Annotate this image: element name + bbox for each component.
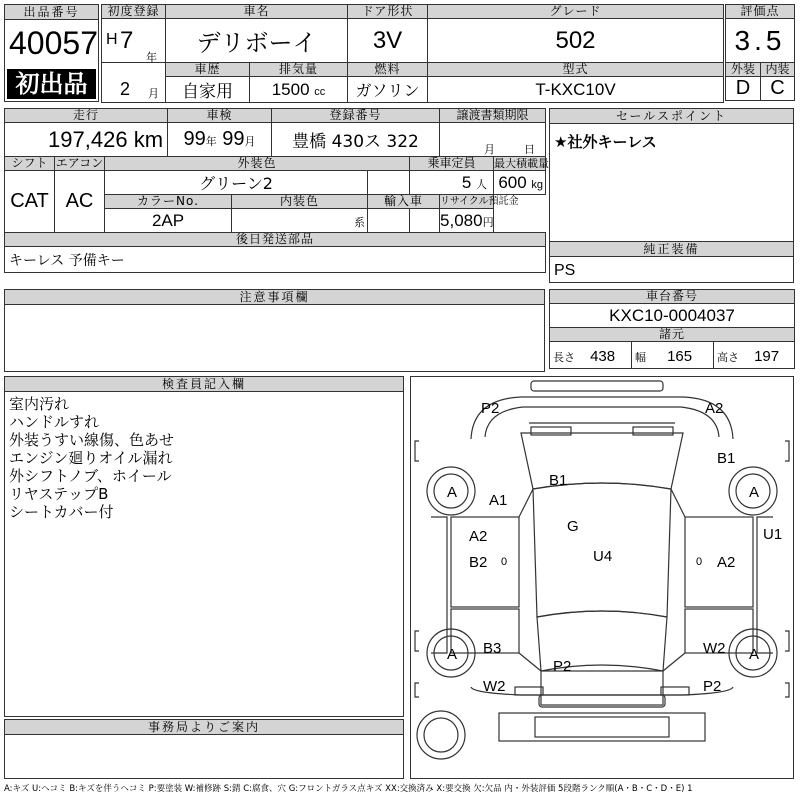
office-box (4, 719, 404, 779)
mileage-label: 走行 (5, 109, 168, 123)
mileage: 197,426 km (5, 123, 168, 157)
exterior-color: グリーン2 (105, 171, 368, 195)
mark-p2-bottom: P2 (553, 658, 572, 675)
shift-label: シフト (5, 157, 55, 171)
chassis-label: 車台番号 (550, 290, 795, 304)
mark-p2-rear-right: P2 (703, 678, 722, 695)
later-parts: キーレス 予備キー (5, 247, 546, 273)
exterior-grade: D (726, 77, 761, 101)
inspector-label: 検査員記入欄 (5, 377, 403, 392)
mark-b1-right: B1 (717, 450, 736, 467)
history-label: 車歴 (166, 63, 250, 77)
mark-u1: U1 (763, 526, 783, 543)
sales-points-text: ★社外キーレス (554, 133, 657, 151)
damage-legend: A:キズ U:ヘコミ B:キズを伴うヘコミ P:要塗装 W:補修跡 S:錆 C:腐食、穴 G:フロントガラス点キズ XX:交換済み X:要交換 欠:欠品 内・外装評価 5段階ランク順(A・B・C・D・E) 1 (4, 784, 693, 794)
mark-a1: A1 (489, 492, 508, 509)
shift: CAT (5, 171, 55, 233)
first-listing-badge: 初出品 (7, 69, 96, 99)
inspection: 99年 99月 (168, 123, 272, 157)
color-label: 外装色 (105, 157, 410, 171)
note-line: 外シフトノブ、ホイール (9, 467, 172, 485)
car-name: デリボーイ (166, 19, 348, 63)
car-name-label: 車名 (166, 5, 348, 19)
later-parts-label: 後日発送部品 (5, 233, 546, 247)
mark-zero-left: 0 (501, 556, 508, 568)
import-label: 輸入車 (368, 195, 440, 209)
windshield-shape (521, 433, 683, 489)
note-line: 外装うすい線傷、色あせ (9, 431, 175, 449)
recycle-fee: 5,080円 (440, 209, 494, 233)
import-flag (368, 209, 410, 233)
sales-points-box (549, 108, 794, 242)
chassis-table (549, 289, 795, 369)
mark-b2-left: B2 (469, 554, 488, 571)
details-table (4, 108, 550, 273)
model-label: 型式 (428, 63, 724, 77)
score-label: 評価点 (726, 5, 795, 19)
length: 長さ 438 (550, 342, 632, 369)
capacity-label: 乗車定員 (410, 157, 494, 171)
transfer-label: 譲渡書類期限 (440, 109, 546, 123)
score-table (725, 4, 795, 101)
transfer-date: 月 日 (440, 123, 546, 157)
note-line: 室内汚れ (9, 395, 70, 413)
mark-a2-left: A2 (469, 528, 488, 545)
grade: 502 (428, 19, 724, 63)
lot-box (4, 4, 99, 102)
mark-a-front-left: A (447, 484, 458, 501)
mark-a2-right: A2 (717, 554, 736, 571)
note-line: シートカバー付 (9, 503, 114, 521)
exterior-label: 外装 (726, 63, 761, 77)
displacement-label: 排気量 (250, 63, 348, 77)
ac: AC (55, 171, 105, 233)
mark-b1-roof: B1 (549, 472, 568, 489)
chassis-number: KXC10-0004037 (550, 304, 795, 328)
max-load: 600 kg (494, 171, 546, 195)
history: 自家用 (166, 77, 250, 103)
front-bumper-shape (531, 381, 663, 391)
fuel-label: 燃料 (348, 63, 428, 77)
load-label: 最大積載量 (494, 157, 550, 170)
office-label: 事務局よりご案内 (5, 720, 403, 735)
width: 幅 165 (632, 342, 714, 369)
genuine-equipment-label: 純正装備 (550, 242, 793, 257)
color-no-label: カラーNo. (105, 195, 232, 209)
height: 高さ 197 (714, 342, 795, 369)
recycle-label: リサイクル預託金 (440, 196, 519, 207)
note-line: ハンドルすれ (9, 413, 100, 431)
mark-p2-front-left: P2 (481, 400, 500, 417)
first-reg-label: 初度登録 (102, 5, 166, 19)
grade-label: グレード (428, 5, 724, 19)
fuel: ガソリン (348, 77, 428, 103)
first-reg-month: 2 月 (102, 77, 166, 103)
car-diagram (411, 377, 793, 778)
genuine-equipment-text: PS (554, 262, 576, 279)
mark-a2-front-right: A2 (705, 400, 724, 417)
mark-a-rear-right: A (749, 646, 760, 663)
mark-u4: U4 (593, 548, 613, 565)
interior-label: 内装 (761, 63, 795, 77)
header-table (101, 4, 724, 103)
mark-zero-right: 0 (696, 556, 703, 568)
mark-a-front-right: A (749, 484, 760, 501)
model: T-KXC10V (428, 77, 724, 103)
interior-color-label: 内装色 (232, 195, 368, 209)
plate-label: 登録番号 (272, 109, 440, 123)
door-label: ドア形状 (348, 5, 428, 19)
color-no: 2AP (105, 209, 232, 233)
ac-label: エアコン (55, 156, 104, 170)
note-line: エンジン廻りオイル漏れ (9, 449, 173, 467)
mark-w2-right: W2 (703, 640, 726, 657)
lot-label: 出品番号 (5, 5, 98, 20)
rear-outline (471, 687, 733, 695)
caution-box (4, 289, 545, 372)
inspector-box (4, 376, 404, 717)
interior-grade: C (761, 77, 795, 101)
capacity: 5 人 (410, 171, 494, 195)
caution-label: 注意事項欄 (5, 290, 544, 305)
note-line: リヤステップB (9, 485, 109, 503)
door-type: 3V (348, 19, 428, 63)
score: 3.5 (726, 19, 795, 63)
interior-color: 系 (232, 209, 368, 233)
mark-b3: B3 (483, 640, 502, 657)
mark-w2-left: W2 (483, 678, 506, 695)
plate: 豊橋 430ス 322 (272, 123, 440, 157)
car-diagram-box (410, 376, 794, 779)
specs-label: 諸元 (550, 328, 795, 342)
inspector-notes (9, 395, 174, 521)
mark-g: G (567, 518, 579, 535)
first-reg-year: H 7 年 (102, 19, 166, 63)
inspection-label: 車検 (168, 109, 272, 123)
sales-points-label: セールスポイント (550, 109, 793, 124)
displacement: 1500 cc (250, 77, 348, 103)
mark-a-rear-left: A (447, 646, 458, 663)
genuine-equipment-box (549, 241, 794, 283)
lot-number: 40057 (9, 25, 98, 61)
